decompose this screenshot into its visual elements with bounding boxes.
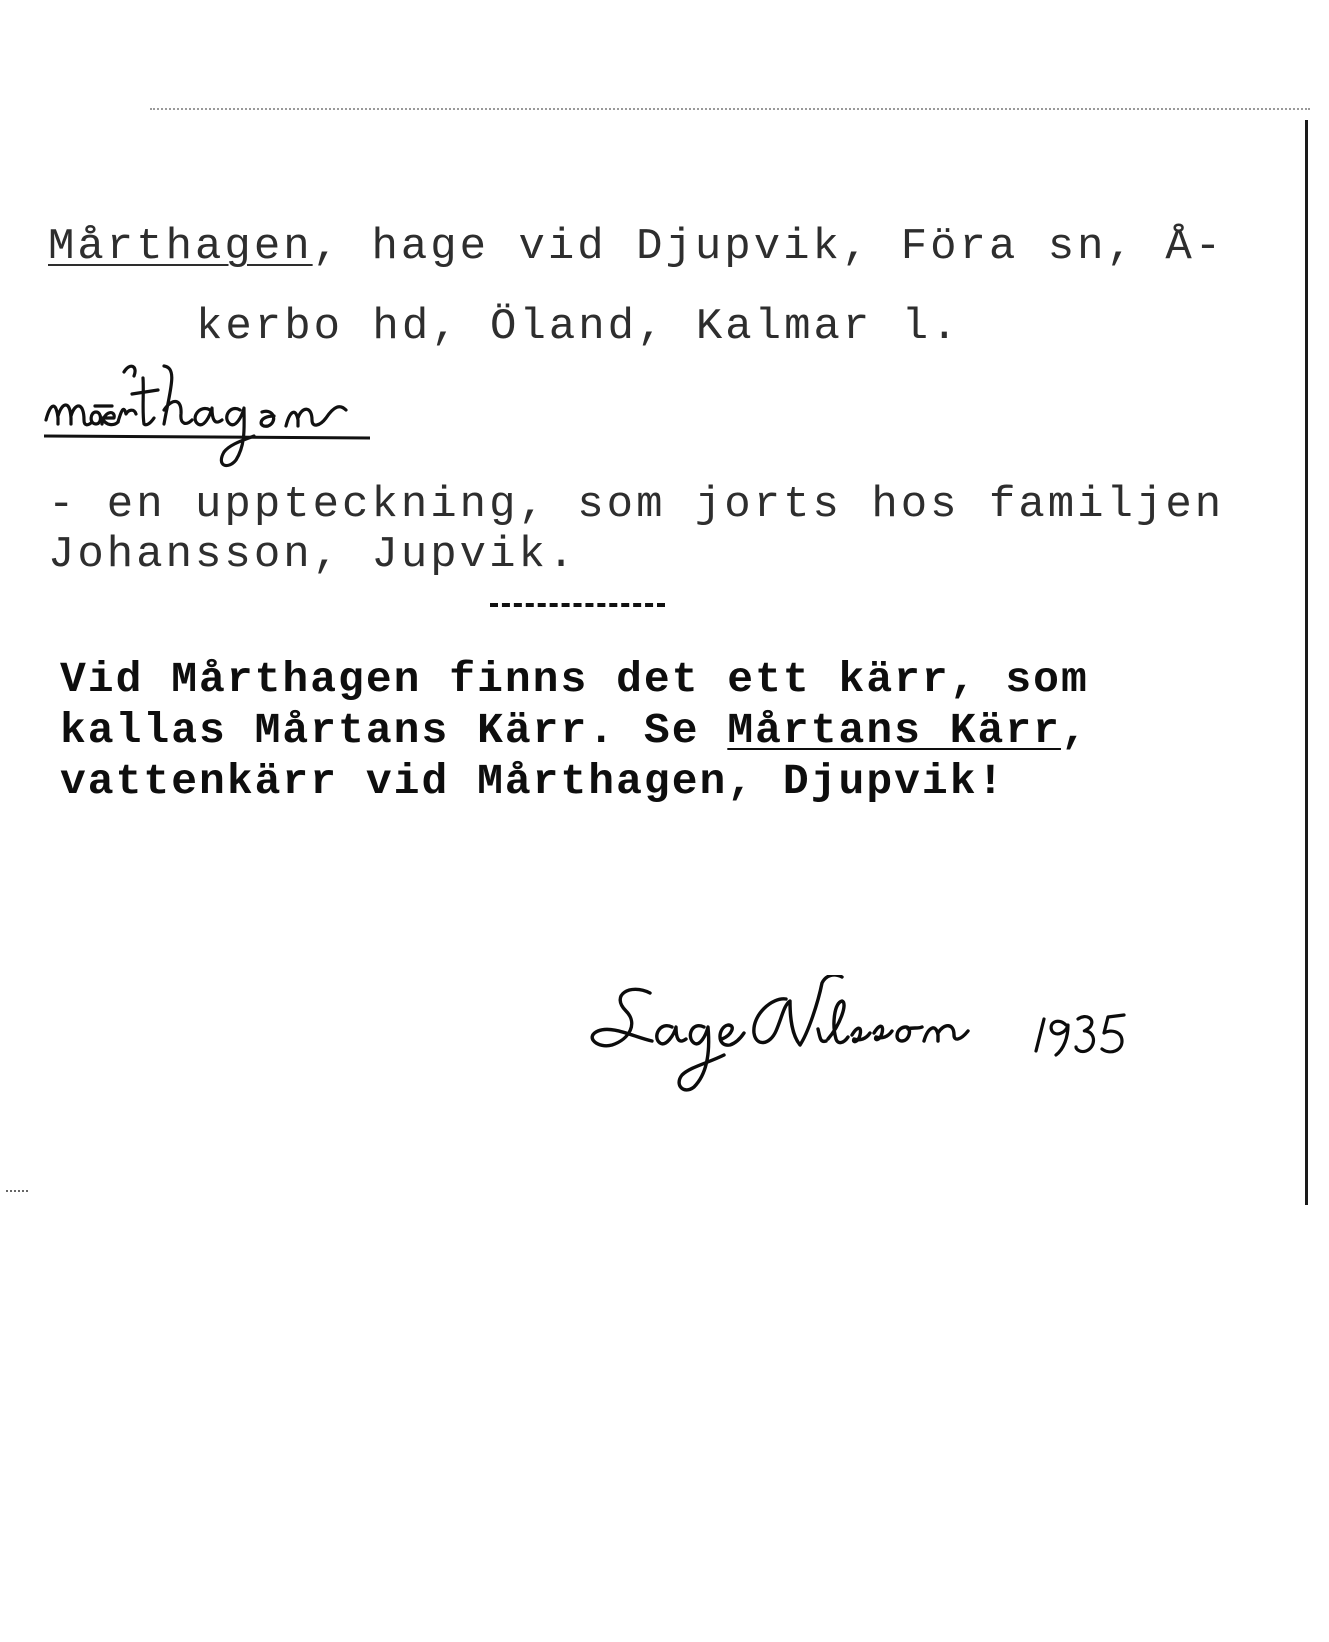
handwritten-pronunciation xyxy=(40,360,410,475)
heading-line-1 xyxy=(48,222,1224,272)
card-top-edge xyxy=(150,108,1310,110)
heading-line-2: kerbo hd, Öland, Kalmar l. xyxy=(196,302,961,352)
description-line-2 xyxy=(60,706,1089,755)
description-line-2-end: , xyxy=(1060,706,1089,755)
note-line-2: Johansson, Jupvik. xyxy=(48,530,578,580)
description-line-1: Vid Mårthagen finns det ett kärr, som xyxy=(60,655,1089,704)
cross-reference-term: Mårtans Kärr xyxy=(727,706,1061,755)
signature-name: Lage Nilsson xyxy=(590,975,596,976)
description-line-3: vattenkärr vid Mårthagen, Djupvik! xyxy=(60,757,1006,806)
handwritten-signature xyxy=(590,975,1190,1135)
place-name-term: Mårthagen xyxy=(48,222,313,272)
card-right-edge xyxy=(1305,120,1308,1205)
note-line-1: - en uppteckning, som jorts hos familjen xyxy=(48,480,1225,530)
description-line-2-start: kallas Mårtans Kärr. Se xyxy=(60,706,728,755)
pronunciation-text: mœ̄rthagən xyxy=(40,360,45,361)
signature-year: 1935 xyxy=(590,975,592,976)
section-separator xyxy=(490,603,665,607)
scan-mark xyxy=(6,1190,28,1192)
heading-rest: , hage vid Djupvik, Föra sn, Å- xyxy=(312,222,1225,272)
